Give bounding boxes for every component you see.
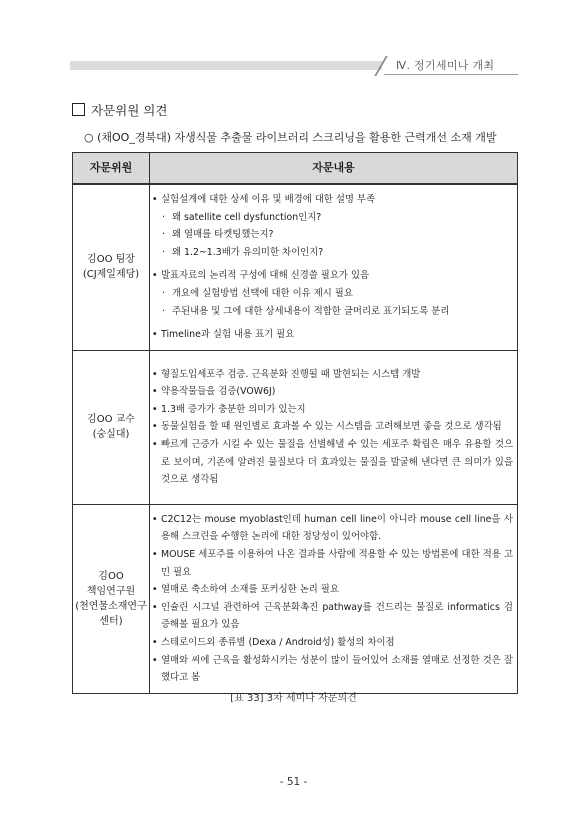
advisor-name (73, 184, 150, 350)
advice-sub-item-text: 왜 열매를 타켓팅했는지? (172, 229, 274, 241)
advice-item (150, 191, 513, 209)
advice-item-text: 열매로 축소하여 소재를 포커싱한 논리 필요 (161, 584, 339, 596)
advice-item (150, 511, 513, 546)
advisor-name-line: (천연물소재연구 (75, 600, 147, 612)
advisor-name (73, 350, 150, 504)
advice-sub-item (150, 285, 513, 303)
advice-sub-item (150, 226, 513, 244)
table-body (73, 184, 518, 693)
advice-item (150, 383, 513, 401)
advice-item-text: 형질도입세포주 검증. 근육분화 진행될 때 발현되는 시스템 개발 (161, 368, 421, 380)
table-row (73, 504, 518, 693)
advice-content (150, 350, 518, 504)
advisor-name-line: (숭실대) (92, 429, 130, 441)
advice-item (150, 401, 513, 419)
table-row (73, 184, 518, 350)
advice-item (150, 267, 513, 285)
advisor-name-line: 책임연구원 (86, 585, 136, 597)
bullet-icon: • (152, 513, 158, 525)
advice-item-text: C2C12는 mouse myoblast인데 human cell line이 아니라 mouse cell line을 사용해 스크린을 수행한 논리에 대한 정당성이 있어야함. (161, 513, 513, 543)
advice-sub-item-text: 왜 satellite cell dysfunction인지? (172, 211, 322, 223)
advice-item-text: 1.3배 증가가 충분한 의미가 있는지 (161, 403, 306, 415)
bullet-icon: • (152, 654, 158, 666)
header-underline (384, 74, 518, 75)
bullet-icon: • (152, 548, 158, 560)
advice-item-text: 스테로이드외 종류별 (Dexa / Android성) 활성의 차이점 (161, 636, 395, 648)
table-row (73, 350, 518, 504)
advisor-name-line: 김OO 팀장 (87, 254, 135, 266)
chapter-heading: Ⅳ. 정기세미나 개최 (396, 59, 495, 72)
column-header-content: 자문내용 (150, 153, 518, 185)
advisor-name-line: (CJ제일제당) (82, 269, 140, 281)
column-header-advisor: 자문위원 (73, 153, 150, 185)
advice-content (150, 184, 518, 350)
header-bar (70, 61, 382, 70)
bullet-icon: • (152, 601, 158, 613)
advisor-name-line: 김OO (98, 570, 124, 582)
advice-item (150, 546, 513, 581)
advice-item-text: Timeline과 실험 내용 표기 필요 (161, 329, 295, 341)
advice-item-text: 발표자료의 논리적 구성에 대해 신경쓸 필요가 있음 (161, 270, 370, 282)
advisor-name-line: 김OO 교수 (87, 414, 135, 426)
middle-dot-icon: · (162, 211, 165, 223)
section-title-text: 자문위원 의견 (91, 103, 168, 118)
advice-item (150, 366, 513, 384)
advice-item (150, 652, 513, 687)
advice-item-text: MOUSE 세포주를 이용하여 나온 결과를 사람에 적용할 수 있는 방법론에 대한 적용 고민 필요 (161, 548, 513, 578)
advice-item-text: 열매와 씨에 근육을 활성화시키는 성분이 많이 들어있어 소재를 열매로 선정한 것은 잘했다고 봄 (161, 654, 513, 684)
advice-sub-item-text: 개요에 실험방법 선택에 대한 이유 제시 필요 (172, 287, 353, 299)
advice-content (150, 504, 518, 693)
advisor-name-line: 센터) (99, 615, 123, 627)
advice-item (150, 436, 513, 489)
table-caption: [표 33] 3차 세미나 자문의견 (230, 693, 357, 704)
advice-sub-item (150, 209, 513, 227)
section-title (72, 101, 167, 119)
checkbox-square-icon (72, 103, 85, 116)
advice-sub-item-text: 주된내용 및 그에 대한 상세내용이 적합한 글머리로 표기되도록 분리 (172, 305, 450, 317)
advice-item-text: 빠르게 근증가 시킬 수 있는 물질을 선별해낼 수 있는 세포주 확립은 매우 유용할 것으로 보이며, 기존에 알려진 물질보다 더 효과있는 물질을 발굴해 낸다면 큰 의미가 있을 것으로 생각됨 (161, 439, 513, 486)
advisory-table (72, 152, 518, 694)
advice-item-text: 동물실험을 할 때 원인별로 효과볼 수 있는 시스템을 고려해보면 좋을 것으로 생각됨 (161, 421, 502, 433)
advice-sub-item-text: 왜 1.2~1.3배가 유의미한 차이인지? (172, 246, 324, 258)
advice-item (150, 634, 513, 652)
page-number: - 51 - (279, 776, 308, 788)
advice-item-text: 실험설계에 대한 상세 이유 및 배경에 대한 설명 부족 (161, 194, 376, 205)
middle-dot-icon: · (162, 246, 165, 258)
bullet-icon: • (152, 386, 158, 398)
bullet-icon: • (152, 270, 158, 282)
bullet-icon: • (152, 368, 158, 380)
advice-sub-item (150, 303, 513, 321)
advice-item-text: 인슐린 시그널 관련하여 근육분화촉진 pathway를 건드리는 물질로 informatics 검증해볼 필요가 있음 (161, 601, 513, 631)
advice-item (150, 326, 513, 344)
advice-item (150, 418, 513, 436)
bullet-icon: • (152, 439, 158, 451)
middle-dot-icon: · (162, 287, 165, 299)
bullet-icon: • (152, 329, 158, 341)
middle-dot-icon: · (162, 229, 165, 241)
table-header-row (73, 153, 518, 185)
bullet-icon: • (152, 194, 158, 205)
subtitle: ○ (채OO_경북대) 자생식물 추출물 라이브러리 스크리닝을 활용한 근력개선 소재 개발 (84, 131, 497, 144)
advice-item (150, 581, 513, 599)
advice-item-text: 약용작물들을 검증(VOW6J) (161, 386, 276, 398)
bullet-icon: • (152, 403, 158, 415)
advice-sub-item (150, 244, 513, 262)
bullet-icon: • (152, 421, 158, 433)
bullet-icon: • (152, 584, 158, 596)
middle-dot-icon: · (162, 305, 165, 317)
advisor-name (73, 504, 150, 693)
bullet-icon: • (152, 636, 158, 648)
advice-item (150, 599, 513, 634)
